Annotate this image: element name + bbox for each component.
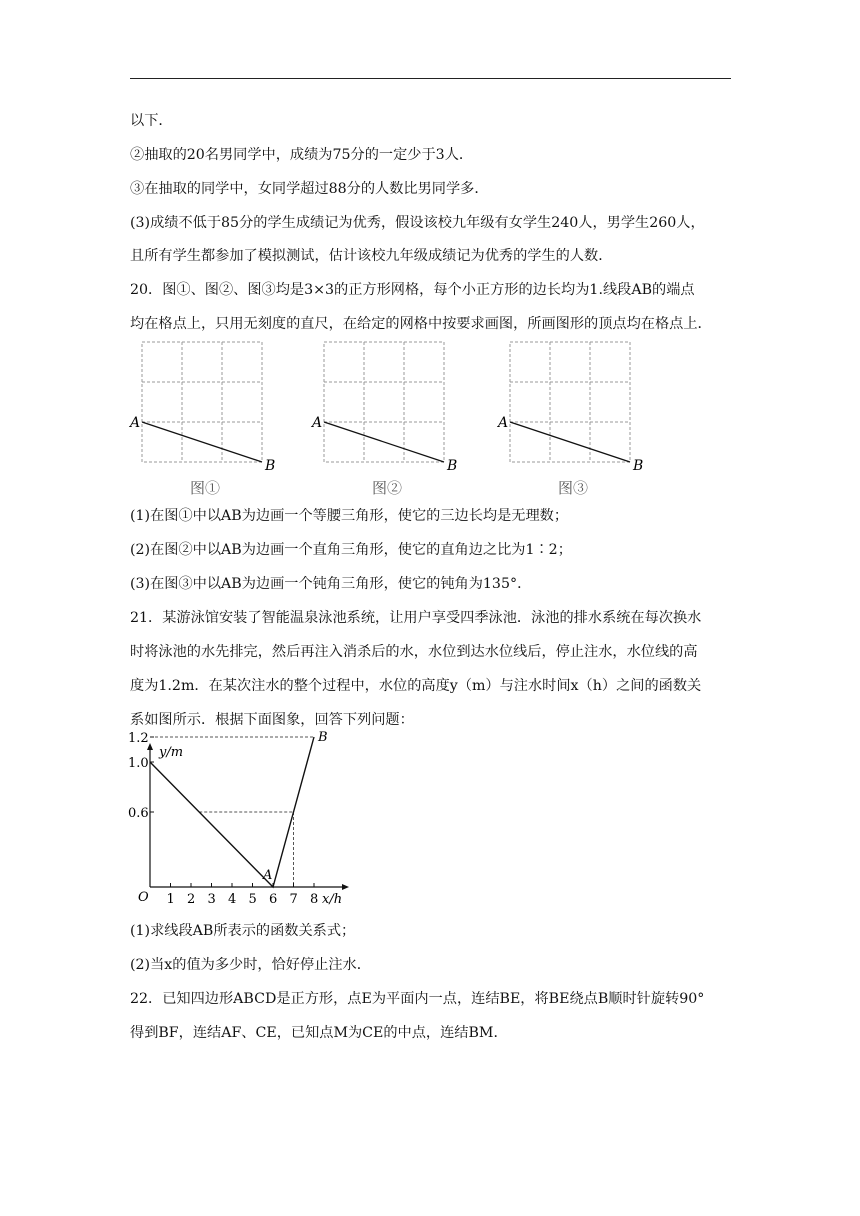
point-b-label: B	[318, 730, 328, 745]
question-22-line-2: 得到BF，连结AF、CE，已知点M为CE的中点，连结BM．	[130, 1025, 508, 1041]
question-21-part-2: (2)当x的值为多少时，恰好停止注水．	[130, 957, 371, 973]
point-a-label: A	[312, 415, 323, 431]
x-axis-arrow	[342, 884, 349, 890]
x-tick-label: 5	[248, 892, 257, 907]
x-axis-label: x/h	[322, 892, 343, 907]
x-tick-label: 2	[187, 892, 196, 907]
figure-caption: 图③	[558, 479, 589, 497]
text-line-4: (3)成绩不低于85分的学生成绩记为优秀，假设该校九年级有女学生240人，男学生260人，	[130, 215, 705, 231]
y-tick-label: 1.2	[128, 731, 149, 746]
y-tick-label: 1.0	[128, 756, 149, 771]
water-level-graph	[124, 730, 364, 916]
question-20-line-1: 20．图①、图②、图③均是3×3的正方形网格，每个小正方形的边长均为1.线段AB的端点	[130, 282, 695, 298]
question-21-line-2: 时将泳池的水先排完，然后再注入消杀后的水，水位到达水位线后，停止注水，水位线的高	[130, 644, 698, 660]
question-20-part-2: (2)在图②中以AB为边画一个直角三角形，使它的直角边之比为1∶2；	[130, 542, 572, 558]
question-20-part-1: (1)在图①中以AB为边画一个等腰三角形，使它的三边长均是无理数；	[130, 508, 569, 524]
point-b-label: B	[265, 458, 276, 474]
point-b-label: B	[447, 458, 458, 474]
figure-caption: 图①	[190, 479, 221, 497]
question-21-part-1: (1)求线段AB所表示的函数关系式；	[130, 923, 356, 939]
x-tick-label: 1	[166, 892, 175, 907]
grid-figure-3	[496, 342, 643, 497]
x-tick-label: 8	[310, 892, 319, 907]
text-line-2: ②抽取的20名男同学中，成绩为75分的一定少于3人．	[130, 147, 474, 163]
header-rule	[130, 78, 731, 79]
grid-figure-1	[128, 342, 275, 497]
segment-ab	[324, 422, 444, 462]
question-21-line-3: 度为1.2m．在某次注水的整个过程中，水位的高度y（m）与注水时间x（h）之间的函数关	[130, 678, 702, 694]
segment-ab	[510, 422, 630, 462]
grid-figures	[128, 336, 768, 506]
figure-caption: 图②	[372, 479, 403, 497]
question-20-line-2: 均在格点上，只用无刻度的直尺，在给定的网格中按要求画图，所画图形的顶点均在格点上．	[130, 316, 712, 332]
question-22-line-1: 22．已知四边形ABCD是正方形，点E为平面内一点，连结BE，将BE绕点B顺时针旋转90°	[130, 991, 705, 1007]
point-b-label: B	[633, 458, 644, 474]
x-tick-label: 6	[269, 892, 278, 907]
question-21-line-1: 21．某游泳馆安装了智能温泉泳池系统，让用户享受四季泳池．泳池的排水系统在每次换水	[130, 610, 702, 626]
question-21-line-4: 系如图所示．根据下面图象，回答下列问题：	[130, 712, 414, 728]
point-a-label: A	[498, 415, 509, 431]
question-20-part-3: (3)在图③中以AB为边画一个钝角三角形，使它的钝角为135°．	[130, 576, 532, 592]
origin-label: O	[138, 890, 149, 905]
text-line-5: 且所有学生都参加了模拟测试，估计该校九年级成绩记为优秀的学生的人数．	[130, 248, 613, 264]
x-tick-label: 3	[207, 892, 216, 907]
x-tick-label: 7	[289, 892, 298, 907]
text-line-3: ③在抽取的同学中，女同学超过88分的人数比男同学多．	[130, 181, 489, 197]
grid-figure-2	[310, 342, 457, 497]
text-line-1: 以下．	[130, 113, 173, 129]
point-a-label: A	[130, 415, 141, 431]
y-tick-label: 0.6	[128, 806, 149, 821]
y-axis-label: y/m	[159, 745, 184, 760]
segment-ab	[142, 422, 262, 462]
x-tick-label: 4	[228, 892, 237, 907]
point-a-label: A	[263, 868, 273, 883]
